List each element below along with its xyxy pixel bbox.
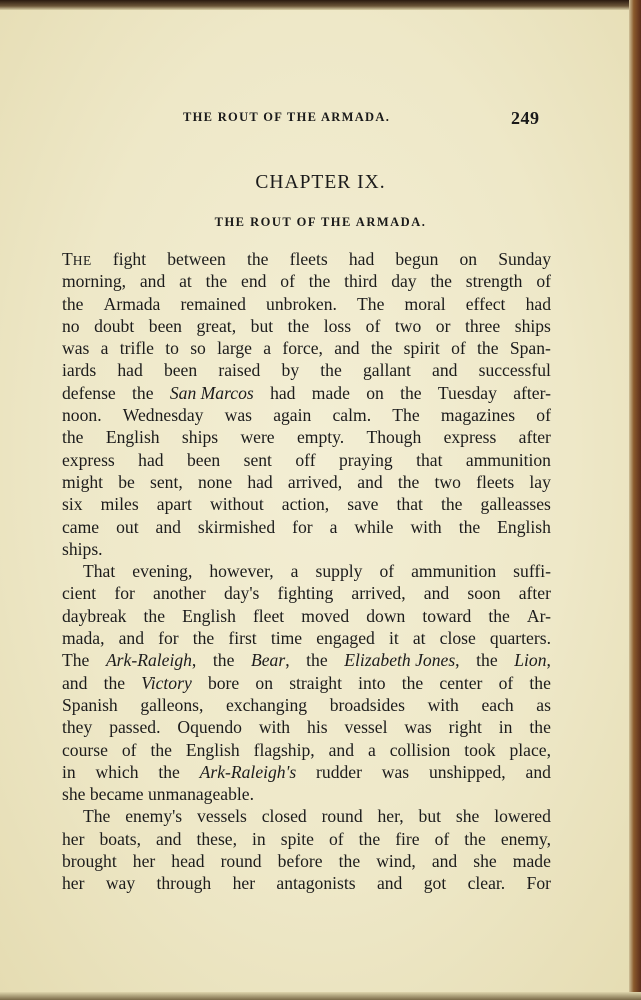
text-line: her way through her antagonists and got clear. For <box>62 873 551 894</box>
text-line: defense the San Marcos had made on the Tuesday after- <box>62 382 551 403</box>
text-line: the Armada remained unbroken. The moral effect had <box>62 293 551 314</box>
text-line: brought her head round before the wind, and she made <box>62 851 551 872</box>
text-line: course of the English flagship, and a collision took place, <box>62 739 551 760</box>
text-line: the English ships were empty. Though express after <box>62 427 551 448</box>
text-line: THE fight between the fleets had begun on Sunday <box>62 249 551 269</box>
text-line: mada, and for the first time engaged it at close quarters. <box>62 628 551 649</box>
text-line: morning, and at the end of the third day the strength of <box>62 271 551 292</box>
page-binding-edge <box>629 0 641 1000</box>
chapter-heading: CHAPTER IX. <box>255 172 386 193</box>
page-top-edge <box>0 0 641 10</box>
text-line: That evening, however, a supply of ammunition suffi- <box>83 561 551 582</box>
text-line: six miles apart without action, save that the galleasses <box>62 494 551 515</box>
text-line: no doubt been great, but the loss of two or three ships <box>62 315 551 336</box>
page-number: 249 <box>511 108 540 128</box>
text-line: her boats, and these, in spite of the fire of the enemy, <box>62 828 551 849</box>
text-line: might be sent, none had arrived, and the two fleets lay <box>62 471 551 492</box>
text-line: was a trifle to so large a force, and the spirit of the Span- <box>62 338 551 359</box>
body-text <box>62 248 551 895</box>
text-line: iards had been raised by the gallant and successful <box>62 360 551 381</box>
text-line: she became unmanageable. <box>62 784 254 805</box>
text-line: noon. Wednesday was again calm. The magazines of <box>62 405 551 426</box>
text-line: express had been sent off praying that ammunition <box>62 449 551 470</box>
text-line: cient for another day's fighting arrived, and soon after <box>62 583 551 604</box>
text-line: Spanish galleons, exchanging broadsides with each as <box>62 694 551 715</box>
text-line: and the Victory bore on straight into the center of the <box>62 672 551 693</box>
text-line: came out and skirmished for a while with the English <box>62 516 551 537</box>
running-head: THE ROUT OF THE ARMADA. <box>183 110 391 124</box>
text-line: daybreak the English fleet moved down toward the Ar- <box>62 605 551 626</box>
text-line: The Ark-Raleigh, the Bear, the Elizabeth Jones, the Lion, <box>62 650 551 671</box>
text-line: in which the Ark-Raleigh's rudder was unshipped, and <box>62 761 551 782</box>
chapter-subtitle: THE ROUT OF THE ARMADA. <box>214 215 427 229</box>
text-line: they passed. Oquendo with his vessel was right in the <box>62 717 551 738</box>
text-line: ships. <box>62 538 103 559</box>
text-line: The enemy's vessels closed round her, but she lowered <box>83 806 551 827</box>
page-bottom-edge <box>0 992 641 1000</box>
